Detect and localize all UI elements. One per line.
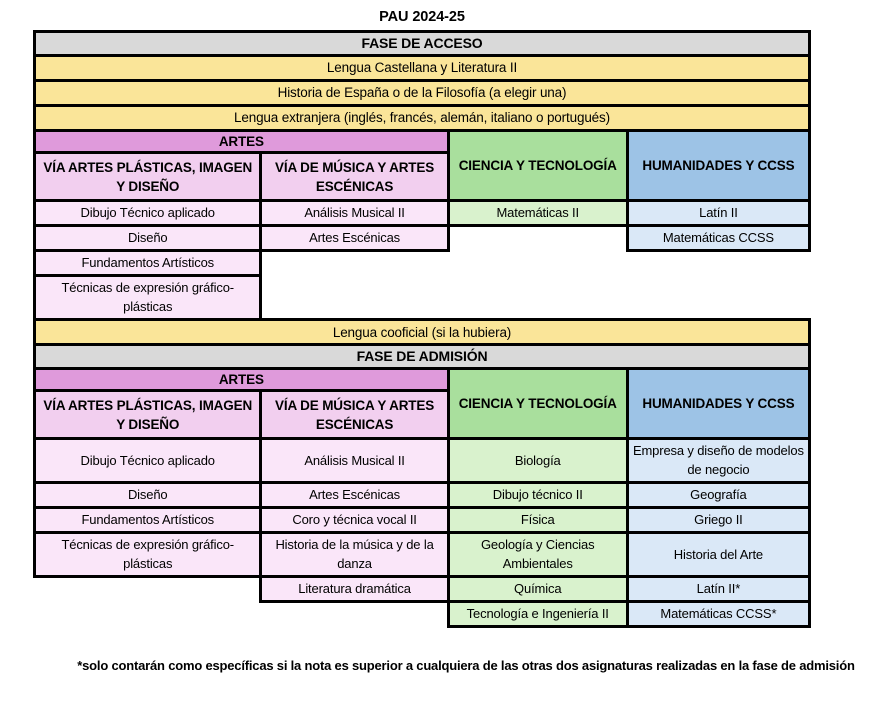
subject-cell: Tecnología e Ingeniería II	[448, 602, 627, 627]
empty-cell	[627, 251, 809, 276]
empty-cell	[448, 226, 627, 251]
pau-table	[33, 30, 811, 628]
subject-cell: Geología y Ciencias Ambientales	[448, 533, 627, 577]
cooficial-cell: Lengua cooficial (si la hubiera)	[35, 320, 810, 345]
subject-cell: Coro y técnica vocal II	[261, 508, 448, 533]
subject-cell: Historia del Arte	[627, 533, 809, 577]
common-subject-cell: Lengua Castellana y Literatura II	[35, 56, 810, 81]
empty-cell	[35, 602, 261, 627]
empty-cell	[261, 276, 448, 320]
subject-cell: Matemáticas CCSS	[627, 226, 809, 251]
common-subject-cell: Historia de España o de la Filosofía (a elegir una)	[35, 81, 810, 106]
ciencia-header: CIENCIA Y TECNOLOGÍA	[448, 369, 627, 439]
subject-cell: Dibujo técnico II	[448, 483, 627, 508]
subject-cell: Griego II	[627, 508, 809, 533]
footnote: *solo contarán como específicas si la nota es superior a cualquiera de las otras dos asignaturas realizadas en la fase de admisión	[77, 658, 855, 674]
subject-cell: Dibujo Técnico aplicado	[35, 201, 261, 226]
subject-cell: Latín II*	[627, 577, 809, 602]
via-plasticas-header: VÍA ARTES PLÁSTICAS, IMAGEN Y DISEÑO	[35, 391, 261, 439]
subject-cell: Matemáticas II	[448, 201, 627, 226]
subject-cell: Fundamentos Artísticos	[35, 508, 261, 533]
fase-admision-header: FASE DE ADMISIÓN	[35, 345, 810, 369]
subject-cell: Latín II	[627, 201, 809, 226]
via-plasticas-header: VÍA ARTES PLÁSTICAS, IMAGEN Y DISEÑO	[35, 153, 261, 201]
subject-cell: Artes Escénicas	[261, 483, 448, 508]
ciencia-header: CIENCIA Y TECNOLOGÍA	[448, 131, 627, 201]
subject-cell: Historia de la música y de la danza	[261, 533, 448, 577]
humanidades-header: HUMANIDADES Y CCSS	[627, 131, 809, 201]
page-title: PAU 2024-25	[379, 9, 465, 25]
subject-cell: Matemáticas CCSS*	[627, 602, 809, 627]
fase-acceso-header: FASE DE ACCESO	[35, 32, 810, 56]
subject-cell: Literatura dramática	[261, 577, 448, 602]
artes-header: ARTES	[35, 131, 449, 153]
humanidades-header: HUMANIDADES Y CCSS	[627, 369, 809, 439]
empty-cell	[261, 602, 448, 627]
subject-cell: Empresa y diseño de modelos de negocio	[627, 439, 809, 483]
via-musica-header: VÍA DE MÚSICA Y ARTES ESCÉNICAS	[261, 153, 448, 201]
subject-cell: Análisis Musical II	[261, 439, 448, 483]
empty-cell	[35, 577, 261, 602]
subject-cell: Técnicas de expresión gráfico-plásticas	[35, 533, 261, 577]
subject-cell: Química	[448, 577, 627, 602]
empty-cell	[448, 251, 627, 276]
subject-cell: Diseño	[35, 483, 261, 508]
empty-cell	[261, 251, 448, 276]
subject-cell: Dibujo Técnico aplicado	[35, 439, 261, 483]
empty-cell	[627, 276, 809, 320]
artes-header: ARTES	[35, 369, 449, 391]
subject-cell: Biología	[448, 439, 627, 483]
common-subject-cell: Lengua extranjera (inglés, francés, alemán, italiano o portugués)	[35, 106, 810, 131]
subject-cell: Geografía	[627, 483, 809, 508]
subject-cell: Técnicas de expresión gráfico-plásticas	[35, 276, 261, 320]
empty-cell	[448, 276, 627, 320]
via-musica-header: VÍA DE MÚSICA Y ARTES ESCÉNICAS	[261, 391, 448, 439]
subject-cell: Física	[448, 508, 627, 533]
subject-cell: Análisis Musical II	[261, 201, 448, 226]
subject-cell: Fundamentos Artísticos	[35, 251, 261, 276]
subject-cell: Artes Escénicas	[261, 226, 448, 251]
subject-cell: Diseño	[35, 226, 261, 251]
